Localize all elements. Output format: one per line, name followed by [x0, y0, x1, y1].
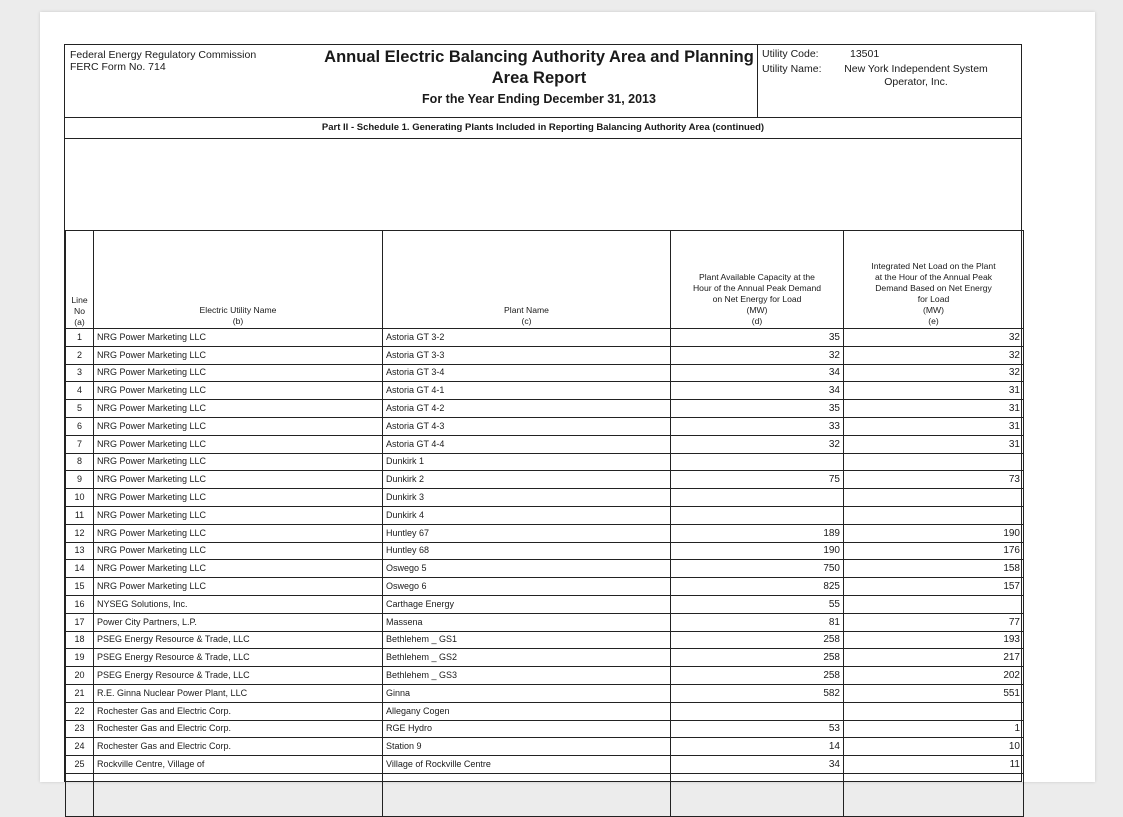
utility-name-cell: Rochester Gas and Electric Corp. [94, 738, 383, 756]
capacity-cell [671, 506, 844, 524]
table-row [66, 453, 1024, 471]
table-row [66, 435, 1024, 453]
line-number-cell: 16 [66, 595, 94, 613]
table-row [66, 667, 1024, 685]
net-load-cell: 32 [844, 329, 1024, 347]
utility-name-cell: NRG Power Marketing LLC [94, 435, 383, 453]
capacity-cell: 32 [671, 435, 844, 453]
agency-block [70, 49, 256, 73]
utility-name-cell: Rochester Gas and Electric Corp. [94, 702, 383, 720]
net-load-cell: 202 [844, 667, 1024, 685]
line-number-cell: 13 [66, 542, 94, 560]
table-row [66, 702, 1024, 720]
plant-name-cell: Astoria GT 4-3 [383, 417, 671, 435]
utility-name-cell: NRG Power Marketing LLC [94, 329, 383, 347]
line-number-cell: 24 [66, 738, 94, 756]
table-row [66, 684, 1024, 702]
utility-name-cell: NRG Power Marketing LLC [94, 560, 383, 578]
line-number-cell: 6 [66, 417, 94, 435]
form-header [65, 45, 1021, 118]
utility-name-cell: Rockville Centre, Village of [94, 756, 383, 774]
utility-name-label: Utility Name: [762, 63, 822, 75]
utility-name-cell: NRG Power Marketing LLC [94, 524, 383, 542]
capacity-cell: 75 [671, 471, 844, 489]
net-load-cell [844, 506, 1024, 524]
capacity-cell: 32 [671, 346, 844, 364]
table-header-row [66, 231, 1024, 329]
utility-name-cell: NRG Power Marketing LLC [94, 489, 383, 507]
net-load-cell: 217 [844, 649, 1024, 667]
line-number-cell: 3 [66, 364, 94, 382]
col-header-capacity: Plant Available Capacity at the Hour of the Annual Peak Demand on Net Energy for Load (MW) (d) [671, 231, 844, 329]
table-row [66, 595, 1024, 613]
capacity-cell: 35 [671, 400, 844, 418]
report-year: For the Year Ending December 31, 2013 [422, 92, 656, 106]
net-load-cell: 32 [844, 364, 1024, 382]
capacity-cell: 34 [671, 364, 844, 382]
utility-name-cell: NRG Power Marketing LLC [94, 578, 383, 596]
table-row [66, 542, 1024, 560]
table-row [66, 329, 1024, 347]
net-load-cell: 32 [844, 346, 1024, 364]
col-header-net-load: Integrated Net Load on the Plant at the Hour of the Annual Peak Demand Based on Net Energy for Load (MW) (e) [844, 231, 1024, 329]
utility-name-cell: PSEG Energy Resource & Trade, LLC [94, 667, 383, 685]
line-number-cell: 17 [66, 613, 94, 631]
capacity-cell: 258 [671, 631, 844, 649]
line-number-cell: 10 [66, 489, 94, 507]
net-load-cell: 31 [844, 417, 1024, 435]
table-row [66, 756, 1024, 774]
plant-name-cell: Massena [383, 613, 671, 631]
table-row [66, 738, 1024, 756]
table-row [66, 471, 1024, 489]
net-load-cell [844, 595, 1024, 613]
report-title-line2: Area Report [491, 69, 587, 87]
capacity-cell: 190 [671, 542, 844, 560]
plant-name-cell: Village of Rockville Centre [383, 756, 671, 774]
capacity-cell: 35 [671, 329, 844, 347]
net-load-cell: 1 [844, 720, 1024, 738]
plant-name-cell: Dunkirk 2 [383, 471, 671, 489]
net-load-cell: 11 [844, 756, 1024, 774]
utility-name-cell: NRG Power Marketing LLC [94, 471, 383, 489]
plant-name-cell: Astoria GT 4-2 [383, 400, 671, 418]
line-number-cell: 19 [66, 649, 94, 667]
utility-info-block [757, 45, 1023, 117]
line-number-cell: 22 [66, 702, 94, 720]
plant-name-cell: Astoria GT 3-4 [383, 364, 671, 382]
utility-name-cell: NRG Power Marketing LLC [94, 364, 383, 382]
plant-name-cell: Dunkirk 4 [383, 506, 671, 524]
plant-name-cell: Bethlehem _ GS1 [383, 631, 671, 649]
utility-name-cell: NRG Power Marketing LLC [94, 400, 383, 418]
table-row [66, 489, 1024, 507]
line-number-cell: 14 [66, 560, 94, 578]
form-number: FERC Form No. 714 [70, 61, 166, 73]
plant-name-cell: Huntley 67 [383, 524, 671, 542]
plant-name-cell: Station 9 [383, 738, 671, 756]
capacity-cell: 258 [671, 649, 844, 667]
table-row [66, 364, 1024, 382]
plant-name-cell: Oswego 5 [383, 560, 671, 578]
plant-name-cell: Ginna [383, 684, 671, 702]
line-number-cell: 18 [66, 631, 94, 649]
table-row [66, 400, 1024, 418]
line-number-cell: 1 [66, 329, 94, 347]
plant-name-cell: Allegany Cogen [383, 702, 671, 720]
plant-name-cell: Astoria GT 4-1 [383, 382, 671, 400]
line-number-cell: 23 [66, 720, 94, 738]
line-number-cell: 11 [66, 506, 94, 524]
net-load-cell: 176 [844, 542, 1024, 560]
table-row [66, 524, 1024, 542]
utility-code-value: 13501 [850, 48, 880, 60]
net-load-cell [844, 489, 1024, 507]
line-number-cell: 25 [66, 756, 94, 774]
col-header-line: Line No (a) [66, 231, 94, 329]
capacity-cell: 582 [671, 684, 844, 702]
net-load-cell: 10 [844, 738, 1024, 756]
capacity-cell: 750 [671, 560, 844, 578]
plant-name-cell: Oswego 6 [383, 578, 671, 596]
capacity-cell: 189 [671, 524, 844, 542]
table-row [66, 613, 1024, 631]
line-number-cell: 12 [66, 524, 94, 542]
plant-name-cell: Bethlehem _ GS2 [383, 649, 671, 667]
line-number-cell: 7 [66, 435, 94, 453]
utility-name-cell: NYSEG Solutions, Inc. [94, 595, 383, 613]
plant-name-cell: Dunkirk 3 [383, 489, 671, 507]
utility-name-cell: PSEG Energy Resource & Trade, LLC [94, 649, 383, 667]
agency-name: Federal Energy Regulatory Commission [70, 49, 257, 61]
utility-name-cell: R.E. Ginna Nuclear Power Plant, LLC [94, 684, 383, 702]
net-load-cell: 31 [844, 382, 1024, 400]
line-number-cell: 21 [66, 684, 94, 702]
report-title-line1: Annual Electric Balancing Authority Area and Planning [324, 48, 754, 66]
table-row [66, 631, 1024, 649]
utility-name-cell: NRG Power Marketing LLC [94, 506, 383, 524]
line-number-cell: 5 [66, 400, 94, 418]
net-load-cell: 31 [844, 435, 1024, 453]
net-load-cell: 77 [844, 613, 1024, 631]
net-load-cell: 158 [844, 560, 1024, 578]
ferc-form [64, 44, 1022, 782]
capacity-cell: 14 [671, 738, 844, 756]
capacity-cell: 53 [671, 720, 844, 738]
capacity-cell: 34 [671, 382, 844, 400]
line-number-cell: 9 [66, 471, 94, 489]
net-load-cell: 31 [844, 400, 1024, 418]
utility-name-cell: NRG Power Marketing LLC [94, 382, 383, 400]
table-row [66, 346, 1024, 364]
net-load-cell: 193 [844, 631, 1024, 649]
net-load-cell [844, 453, 1024, 471]
capacity-cell: 55 [671, 595, 844, 613]
utility-name-value: New York Independent System Operator, Inc. [844, 63, 988, 88]
capacity-cell: 34 [671, 756, 844, 774]
document-page [40, 12, 1095, 782]
utility-name-cell: Rochester Gas and Electric Corp. [94, 720, 383, 738]
capacity-cell [671, 702, 844, 720]
line-number-cell: 2 [66, 346, 94, 364]
capacity-cell: 33 [671, 417, 844, 435]
line-number-cell: 4 [66, 382, 94, 400]
net-load-cell [844, 702, 1024, 720]
net-load-cell: 157 [844, 578, 1024, 596]
plant-name-cell: Bethlehem _ GS3 [383, 667, 671, 685]
net-load-cell: 190 [844, 524, 1024, 542]
net-load-cell: 73 [844, 471, 1024, 489]
line-number-cell: 8 [66, 453, 94, 471]
net-load-cell: 551 [844, 684, 1024, 702]
col-header-utility: Electric Utility Name (b) [94, 231, 383, 329]
utility-name-cell: NRG Power Marketing LLC [94, 453, 383, 471]
utility-name-cell: NRG Power Marketing LLC [94, 417, 383, 435]
table-row [66, 417, 1024, 435]
plant-name-cell: Dunkirk 1 [383, 453, 671, 471]
plant-name-cell: RGE Hydro [383, 720, 671, 738]
table-row [66, 649, 1024, 667]
table-row [66, 720, 1024, 738]
capacity-cell: 258 [671, 667, 844, 685]
utility-code-label: Utility Code: [762, 48, 819, 60]
table-body [66, 329, 1024, 817]
table-row [66, 506, 1024, 524]
report-title-block [317, 47, 761, 117]
utility-name-cell: PSEG Energy Resource & Trade, LLC [94, 631, 383, 649]
plant-name-cell: Carthage Energy [383, 595, 671, 613]
plant-name-cell: Astoria GT 4-4 [383, 435, 671, 453]
plant-name-cell: Astoria GT 3-2 [383, 329, 671, 347]
plants-table [65, 230, 1024, 817]
utility-name-cell: NRG Power Marketing LLC [94, 346, 383, 364]
col-header-plant: Plant Name (c) [383, 231, 671, 329]
plant-name-cell: Astoria GT 3-3 [383, 346, 671, 364]
capacity-cell: 825 [671, 578, 844, 596]
plant-name-cell: Huntley 68 [383, 542, 671, 560]
utility-name-cell: NRG Power Marketing LLC [94, 542, 383, 560]
table-row [66, 578, 1024, 596]
line-number-cell: 20 [66, 667, 94, 685]
capacity-cell [671, 453, 844, 471]
capacity-cell [671, 489, 844, 507]
utility-name-cell: Power City Partners, L.P. [94, 613, 383, 631]
line-number-cell: 15 [66, 578, 94, 596]
capacity-cell: 81 [671, 613, 844, 631]
table-row [66, 382, 1024, 400]
table-row [66, 560, 1024, 578]
schedule-title: Part II - Schedule 1. Generating Plants Included in Reporting Balancing Authority Area (continued) [65, 118, 1021, 139]
report-title [317, 47, 761, 89]
